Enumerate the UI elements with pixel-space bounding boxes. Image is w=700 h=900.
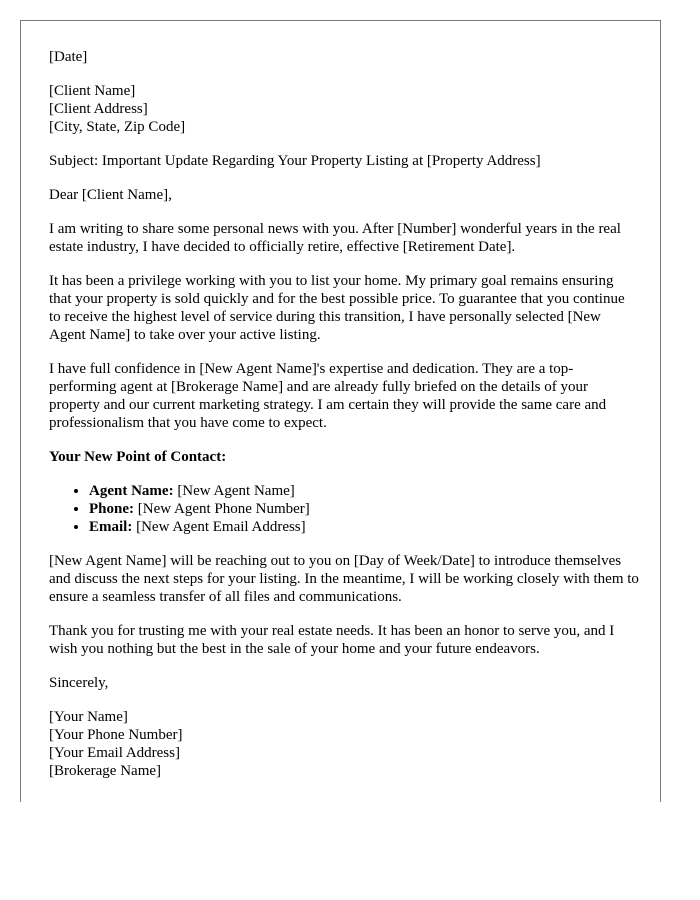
contact-label: Agent Name:: [89, 483, 174, 499]
body-paragraph-1: I am writing to share some personal news with you. After [Number] wonderful years in the real estate industry, I have decided to officially retire, effective [Retirement Date].: [49, 221, 621, 255]
closing-paragraph-2: Thank you for trusting me with your real estate needs. It has been an honor to serve you, and I wish you nothing but the best in the sale of your home and your future endeavors.: [49, 623, 615, 657]
contact-list: [49, 482, 639, 536]
contact-heading: Your New Point of Contact:: [49, 449, 227, 465]
letter-subject: Subject: Important Update Regarding Your Property Listing at [Property Address]: [49, 153, 541, 169]
letter-body: [49, 48, 639, 796]
signature-brokerage: [Brokerage Name]: [49, 763, 162, 779]
signature-phone: [Your Phone Number]: [49, 727, 183, 743]
recipient-name: [Client Name]: [49, 83, 136, 99]
contact-item-email: [89, 518, 639, 536]
signature-email: [Your Email Address]: [49, 745, 180, 761]
contact-item-phone: [89, 500, 639, 518]
contact-value: [New Agent Email Address]: [132, 519, 306, 535]
closing-paragraph-1: [New Agent Name] will be reaching out to you on [Day of Week/Date] to introduce themselves and discuss the next steps for your listing. In the meantime, I will be working closely with them to ensure a seamless transfer of all files and communications.: [49, 553, 639, 605]
body-paragraph-2: It has been a privilege working with you to list your home. My primary goal remains ensuring that your property is sold quickly and for the best possible price. To guarantee that you continue to receive the highest level of service during this transition, I have personally selected [New Agent Name] to take over your active listing.: [49, 273, 625, 343]
signature-name: [Your Name]: [49, 709, 128, 725]
contact-label: Phone:: [89, 501, 134, 517]
letter-date: [Date]: [49, 49, 88, 65]
contact-value: [New Agent Phone Number]: [134, 501, 310, 517]
contact-value: [New Agent Name]: [173, 483, 295, 499]
signature-block: [49, 708, 639, 780]
recipient-city-state-zip: [City, State, Zip Code]: [49, 119, 186, 135]
recipient-address: [Client Address]: [49, 101, 148, 117]
contact-label: Email:: [89, 519, 133, 535]
recipient-address-block: [49, 82, 639, 136]
sign-off: Sincerely,: [49, 675, 109, 691]
body-paragraph-3: I have full confidence in [New Agent Name]'s expertise and dedication. They are a top-performing agent at [Brokerage Name] and are already fully briefed on the details of your property and our current marketing strategy. I am certain they will provide the same care and professionalism that you have come to expect.: [49, 361, 607, 431]
contact-item-agent-name: [89, 482, 639, 500]
letter-salutation: Dear [Client Name],: [49, 187, 172, 203]
